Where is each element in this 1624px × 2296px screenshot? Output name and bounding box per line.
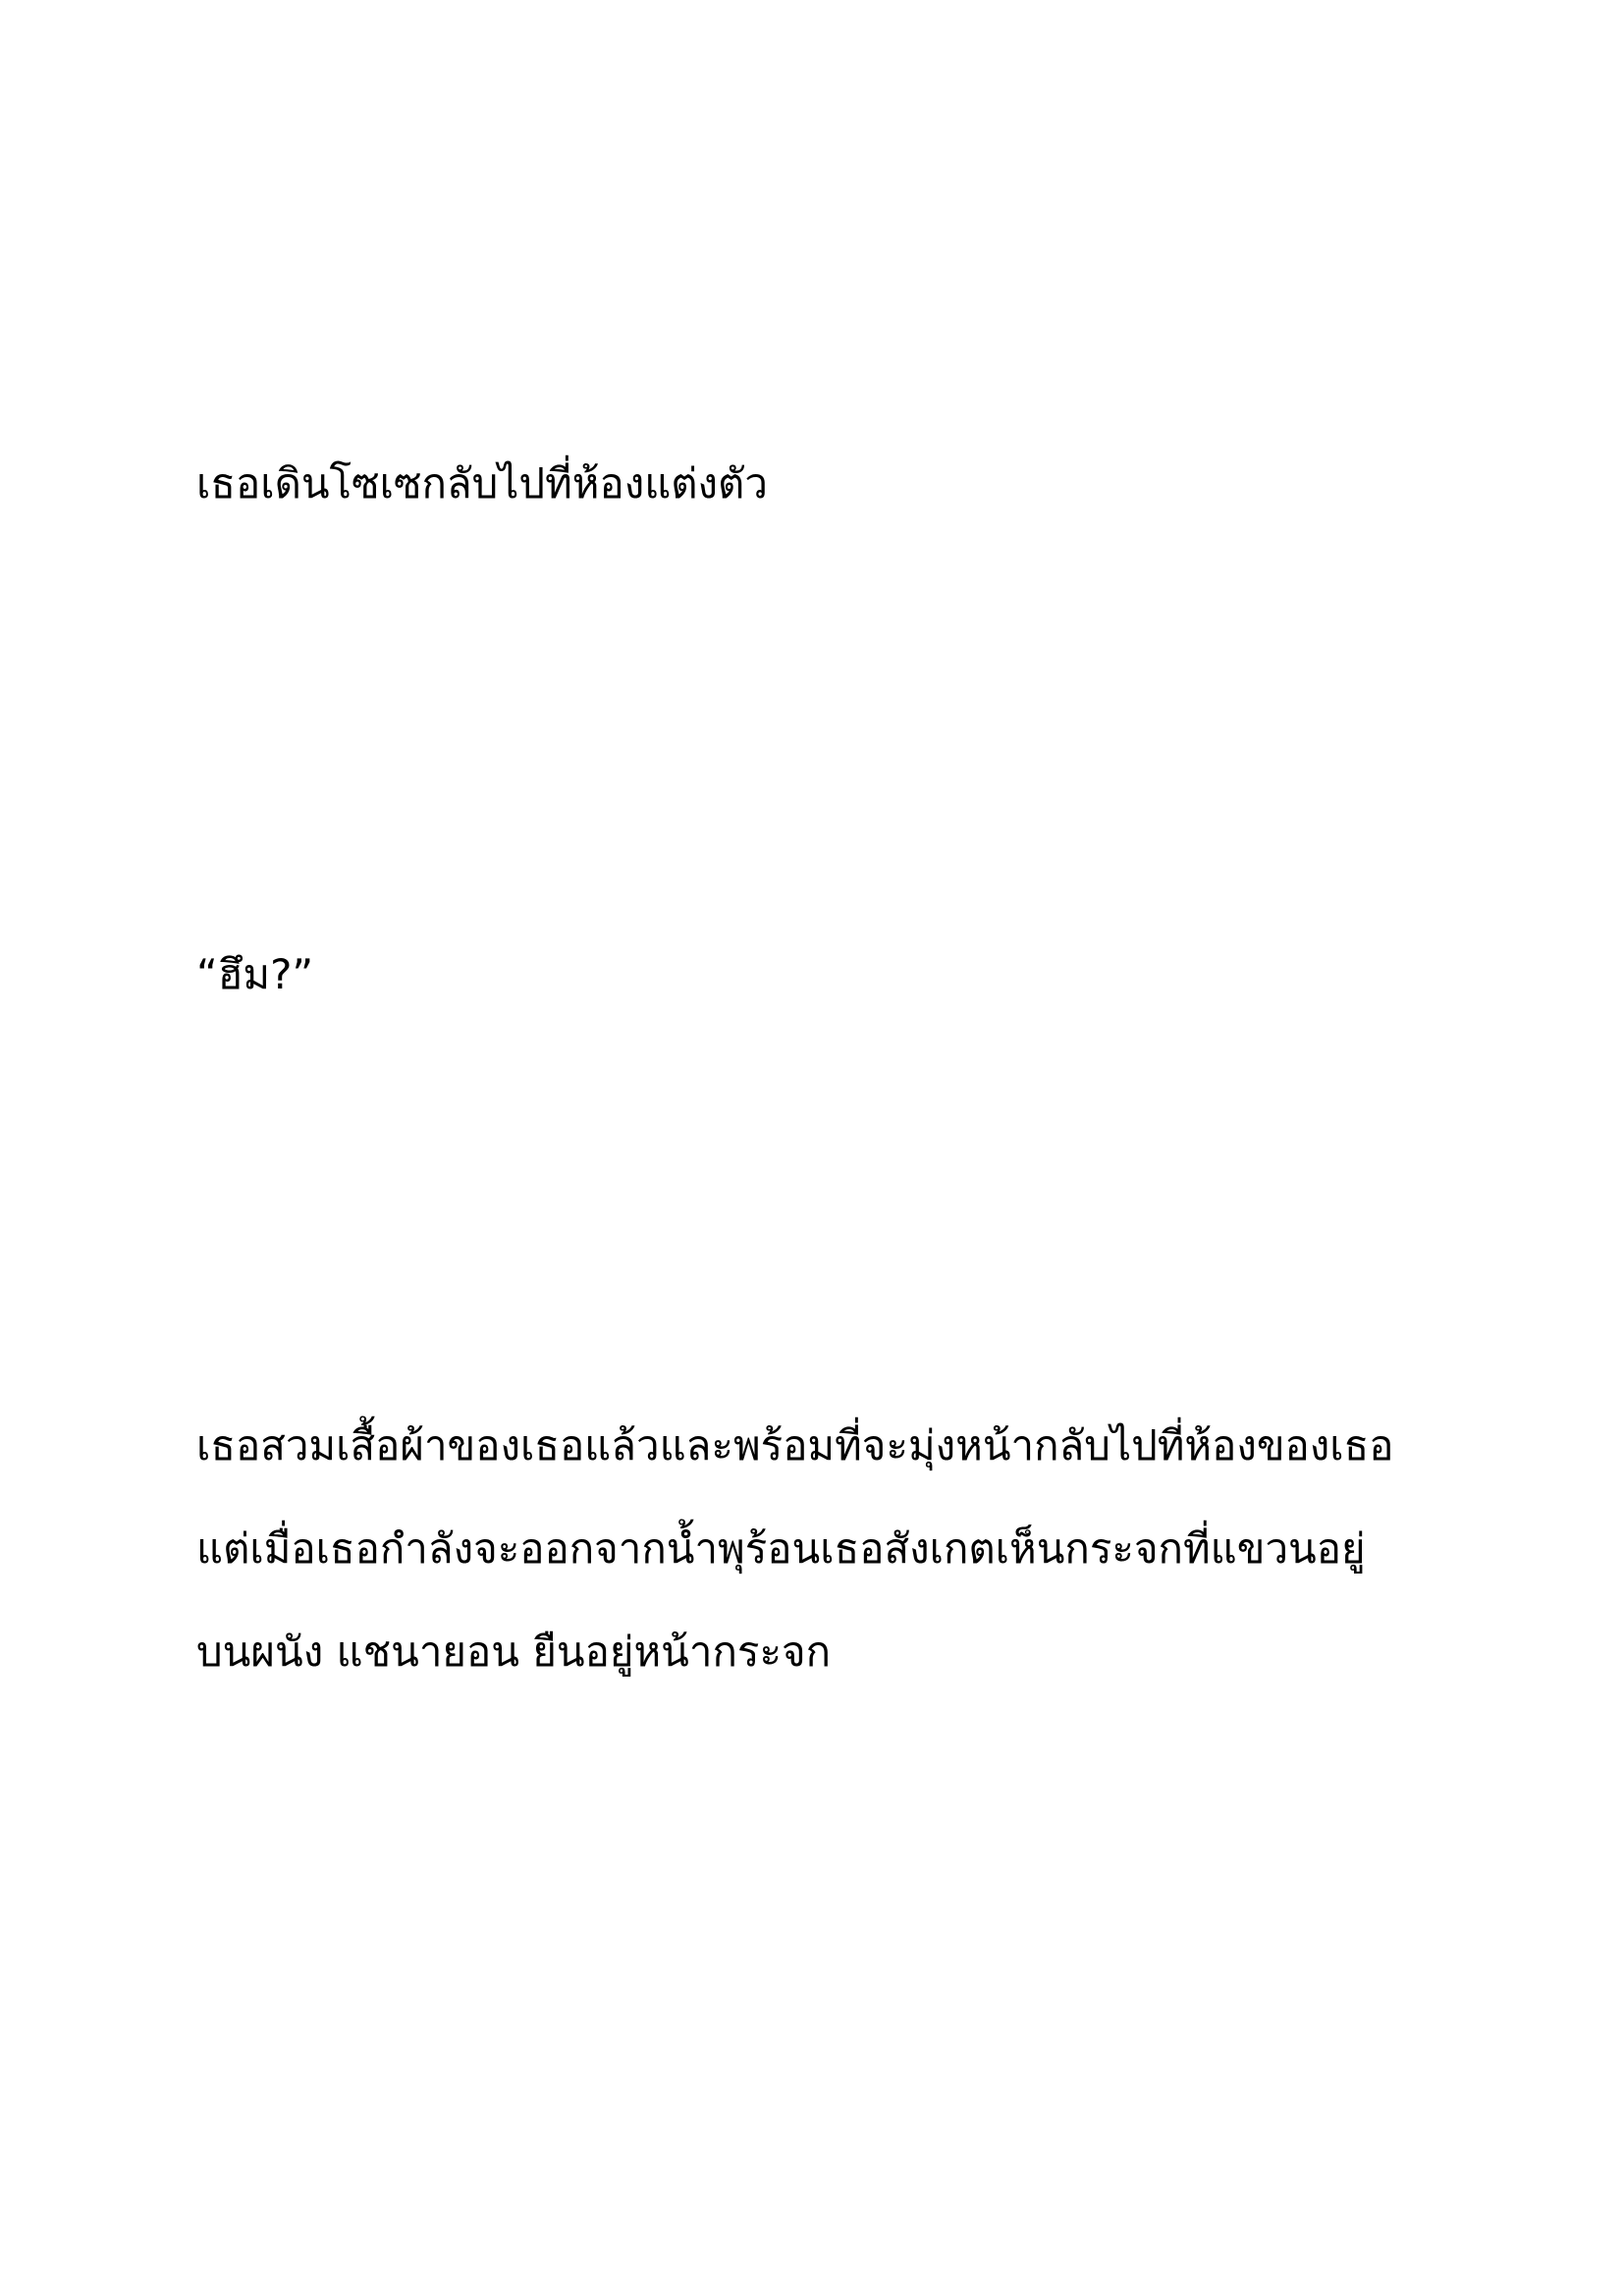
- paragraph-2: [196, 923, 313, 1026]
- text-line: บนผนัง แชนายอน ยืนอยู่หน้ากระจก: [196, 1628, 832, 1676]
- text-line: เธอสวมเสื้อผ้าของเธอแล้วและพร้อมที่จะมุ่งหน้ากลับไปที่ห้องของเธอ: [196, 1421, 1394, 1469]
- text-line: เธอเดินโซเซกลับไปที่ห้องแต่งตัว: [196, 459, 768, 507]
- text-line: แต่เมื่อเธอกำลังจะออกจากน้ำพุร้อนเธอสังเกตเห็นกระจกที่แขวนอยู่: [196, 1524, 1366, 1573]
- paragraph-3: [196, 1394, 1394, 1703]
- text-line: “ฮึม?”: [196, 950, 314, 998]
- paragraph-1: [196, 432, 768, 535]
